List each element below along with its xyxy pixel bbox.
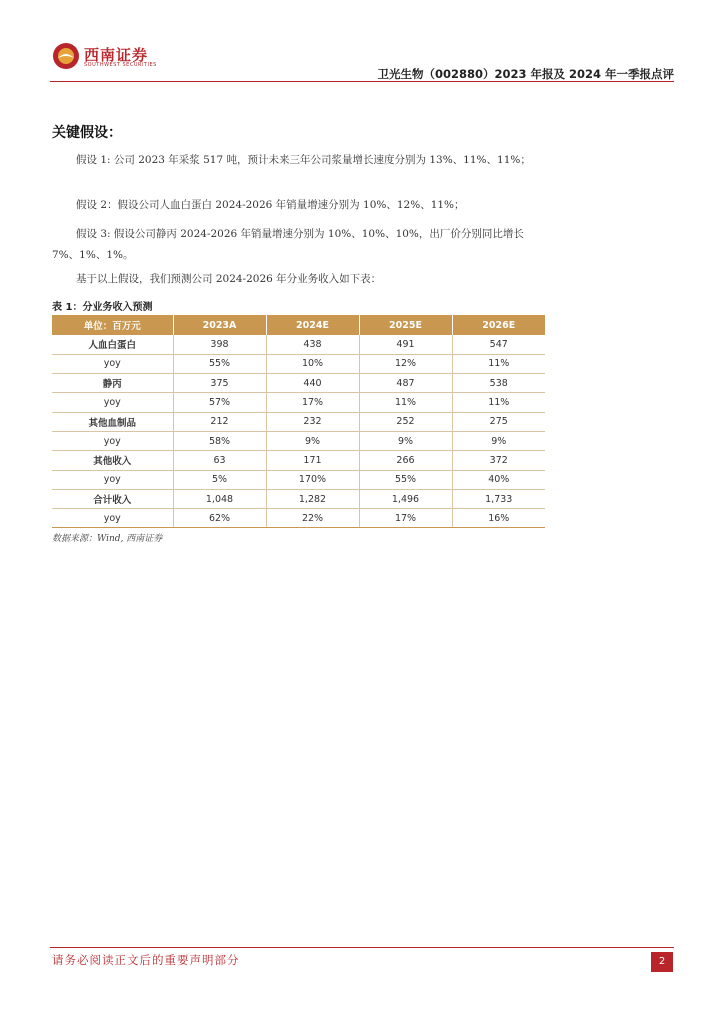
logo-chinese-name: 西南证券 xyxy=(84,46,149,64)
row-label: 合计收入 xyxy=(52,489,173,508)
row-label: 其他血制品 xyxy=(52,412,173,431)
cell: 9% xyxy=(359,431,452,450)
table-row xyxy=(52,451,545,470)
cell: 17% xyxy=(266,393,359,412)
cell: 16% xyxy=(452,509,545,528)
cell: 9% xyxy=(452,431,545,450)
cell: 17% xyxy=(359,509,452,528)
cell: 1,496 xyxy=(359,489,452,508)
cell: 1,282 xyxy=(266,489,359,508)
cell: 55% xyxy=(359,470,452,489)
table-row xyxy=(52,412,545,431)
cell: 55% xyxy=(173,354,266,373)
cell: 440 xyxy=(266,374,359,393)
table-row xyxy=(52,470,545,489)
cell: 9% xyxy=(266,431,359,450)
cell: 10% xyxy=(266,354,359,373)
header-2026e: 2026E xyxy=(452,315,545,335)
row-label: yoy xyxy=(52,354,173,373)
cell: 11% xyxy=(452,354,545,373)
footer-disclaimer: 请务必阅读正文后的重要声明部分 xyxy=(52,953,240,967)
header-unit: 单位：百万元 xyxy=(52,315,173,335)
cell: 11% xyxy=(359,393,452,412)
cell: 57% xyxy=(173,393,266,412)
cell: 22% xyxy=(266,509,359,528)
brand-logo xyxy=(52,42,172,76)
assumption-3-text: 假设 3: 假设公司静丙 2024-2026 年销量增速分别为 10%、10%、10%，出厂价分别同比增长 7%、1%、1%。 xyxy=(52,228,524,261)
cell: 491 xyxy=(359,335,452,354)
table-row xyxy=(52,354,545,373)
footer-divider xyxy=(50,947,674,948)
page-number: 2 xyxy=(651,952,673,972)
logo-english-name: SOUTHWEST SECURITIES xyxy=(84,62,157,68)
row-label: yoy xyxy=(52,470,173,489)
brand-logo-icon xyxy=(52,42,80,70)
cell: 375 xyxy=(173,374,266,393)
header-2024e: 2024E xyxy=(266,315,359,335)
cell: 438 xyxy=(266,335,359,354)
cell: 252 xyxy=(359,412,452,431)
cell: 62% xyxy=(173,509,266,528)
cell: 170% xyxy=(266,470,359,489)
cell: 266 xyxy=(359,451,452,470)
data-source-note: 数据来源：Wind, 西南证券 xyxy=(52,534,163,544)
table-header-row xyxy=(52,315,545,335)
revenue-forecast-table xyxy=(52,315,545,528)
table-row xyxy=(52,509,545,528)
cell: 12% xyxy=(359,354,452,373)
row-label: 人血白蛋白 xyxy=(52,335,173,354)
cell: 1,048 xyxy=(173,489,266,508)
table-row xyxy=(52,335,545,354)
header-divider xyxy=(50,81,674,82)
assumption-1 xyxy=(52,150,552,171)
table-row xyxy=(52,489,545,508)
cell: 212 xyxy=(173,412,266,431)
cell: 547 xyxy=(452,335,545,354)
assumption-2-text: 假设 2：假设公司人血白蛋白 2024-2026 年销量增速分别为 10%、12%、11%； xyxy=(76,199,465,211)
assumption-1-text: 假设 1: 公司 2023 年采浆 517 吨，预计未来三年公司浆量增长速度分别为 13%、11%、11%； xyxy=(76,154,531,166)
cell: 1,733 xyxy=(452,489,545,508)
cell: 58% xyxy=(173,431,266,450)
cell: 398 xyxy=(173,335,266,354)
table-row xyxy=(52,393,545,412)
cell: 232 xyxy=(266,412,359,431)
row-label: yoy xyxy=(52,509,173,528)
table-caption: 表 1：分业务收入预测 xyxy=(52,302,153,313)
cell: 171 xyxy=(266,451,359,470)
cell: 40% xyxy=(452,470,545,489)
header-2023a: 2023A xyxy=(173,315,266,335)
cell: 11% xyxy=(452,393,545,412)
assumption-3 xyxy=(52,224,552,266)
table-row xyxy=(52,431,545,450)
cell: 275 xyxy=(452,412,545,431)
cell: 487 xyxy=(359,374,452,393)
header-2025e: 2025E xyxy=(359,315,452,335)
cell: 538 xyxy=(452,374,545,393)
cell: 63 xyxy=(173,451,266,470)
cell: 372 xyxy=(452,451,545,470)
cell: 5% xyxy=(173,470,266,489)
assumption-2 xyxy=(52,195,552,216)
row-label: 静丙 xyxy=(52,374,173,393)
row-label: yoy xyxy=(52,393,173,412)
row-label: 其他收入 xyxy=(52,451,173,470)
section-title: 关键假设： xyxy=(52,125,122,141)
row-label: yoy xyxy=(52,431,173,450)
report-header-title: 卫光生物（002880）2023 年报及 2024 年一季报点评 xyxy=(377,67,674,81)
table-row xyxy=(52,374,545,393)
forecast-intro xyxy=(52,269,552,290)
forecast-intro-text: 基于以上假设，我们预测公司 2024-2026 年分业务收入如下表： xyxy=(76,273,382,285)
